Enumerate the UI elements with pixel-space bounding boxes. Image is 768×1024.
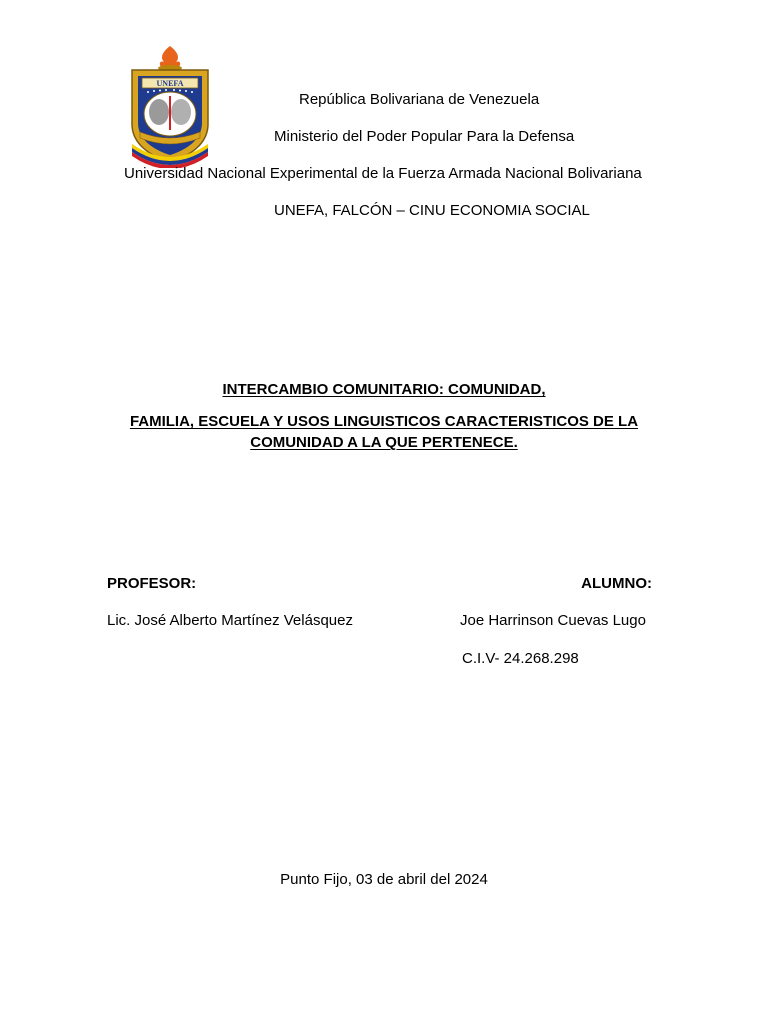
document-title-line2: FAMILIA, ESCUELA Y USOS LINGUISTICOS CARACTERISTICOS DE LA — [129, 413, 639, 430]
document-title-line1: INTERCAMBIO COMUNITARIO: COMUNIDAD, — [222, 381, 546, 398]
document-title-line3: COMUNIDAD A LA QUE PERTENECE. — [250, 434, 518, 451]
shield-banner-text: UNEFA — [156, 79, 184, 88]
flame-icon — [160, 46, 180, 68]
portrait-left — [149, 99, 169, 125]
portrait-right — [171, 99, 191, 125]
place-and-date: Punto Fijo, 03 de abril del 2024 — [280, 871, 488, 888]
professor-name: Lic. José Alberto Martínez Velásquez — [107, 612, 353, 629]
university-crest-logo — [126, 44, 214, 168]
header-campus: UNEFA, FALCÓN – CINU ECONOMIA SOCIAL — [274, 202, 590, 219]
student-id: C.I.V- 24.268.298 — [462, 650, 579, 667]
header-university: Universidad Nacional Experimental de la Fuerza Armada Nacional Bolivariana — [124, 165, 642, 182]
header-ministry: Ministerio del Poder Popular Para la Defensa — [274, 128, 575, 145]
student-name: Joe Harrinson Cuevas Lugo — [460, 612, 646, 629]
header-country: República Bolivariana de Venezuela — [299, 91, 540, 108]
professor-heading: PROFESOR: — [107, 575, 197, 592]
center-sword — [169, 96, 171, 130]
student-heading: ALUMNO: — [581, 575, 652, 592]
